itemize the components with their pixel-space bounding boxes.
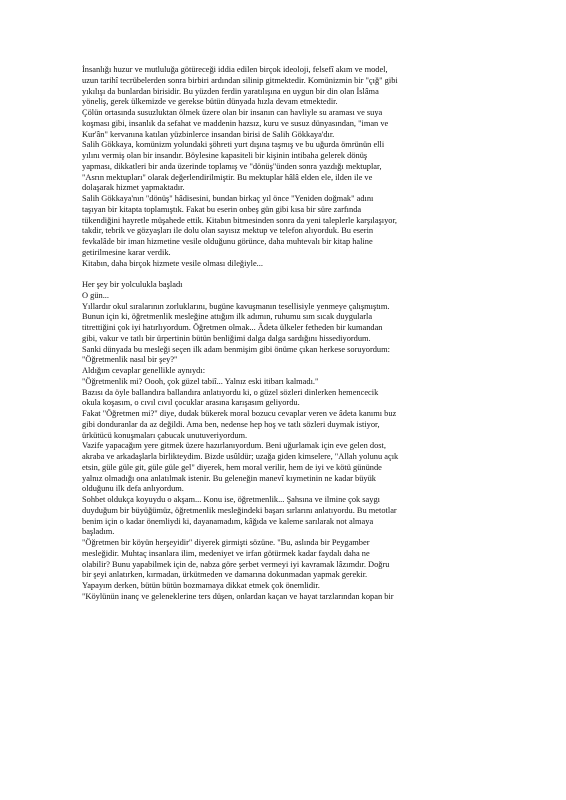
text-line: ürkütücü konuşmaları çabucak unutuveriyordum. (82, 430, 248, 440)
text-line: Salih Gökkaya, komünizm yolundaki şöhreti yurt dışına taşmış ve bu uğurda ömrünün elli (82, 140, 385, 150)
document-body (82, 65, 506, 603)
text-line: getirilmesine karar verdik. (82, 247, 171, 257)
text-line: O gün... (82, 290, 109, 300)
text-line: tükendiğini hayretle müşahede ettik. Kitabın bitmesinden sonra da yeni taleplerle karşılaşıyor, (82, 215, 398, 225)
text-line: koşması gibi, insanlık da sefahat ve maddenin hazsız, kuru ve susuz dünyasından, "iman ve (82, 118, 389, 128)
text-line: yalnız olmadığı ona anlatılmak istenir. Bu geleneğin manevî kıymetinin ne kadar büyük (82, 473, 376, 483)
preface-section (82, 65, 506, 269)
text-line: duyduğum bir büyüğümüz, öğretmenlik mesleğindeki başarı sırlarını anlatıyordu. Bu metotlar (82, 505, 397, 515)
text-line: fevkalâde bir iman hizmetine vesile olduğunu görünce, daha muhtevalı bir kitap haline (82, 237, 373, 246)
paragraph-gap (82, 269, 506, 280)
text-line: Sanki dünyada bu mesleği seçen ilk adam benmişim gibi önüme çıkan herkese soruyordum: (82, 344, 390, 354)
text-line: Fakat "Öğretmen mi?" diye, dudak bükerek moral bozucu cevaplar veren ve âdeta kanımı buz (82, 409, 397, 418)
text-line: titrettiğini çok iyi hatırlıyordum. Öğretmen olmak... Âdeta ülkeler fetheden bir kumandan (82, 323, 383, 332)
text-line: Bunun için ki, öğretmenlik mesleğine attığım ilk adımın, ruhumu sım sıcak duygularla (82, 312, 373, 322)
text-line: "Köylünün inanç ve geleneklerine ters düşen, onlardan kaçan ve hayat tarzlarından kopan bir (82, 591, 394, 601)
text-line: olduğunu ilk defa anlıyordum. (82, 484, 184, 494)
text-line: Aldığım cevaplar genellikle aynıydı: (82, 366, 206, 375)
text-line: İnsanlığı huzur ve mutluluğa götüreceği iddia edilen birçok ideoloji, felsefî akım ve model, (82, 65, 388, 74)
text-line: Her şey bir yolculukla başladı (82, 280, 183, 289)
text-line: Yıllardır okul sıralarının zorluklarını, bugüne kavuşmanın tesellisiyle yenmeye çalışmıştım. (82, 301, 390, 311)
chapter-section (82, 280, 506, 603)
text-line: akraba ve arkadaşlarla birlikteydim. Bizde usûldür; uzağa giden kimselere, "Allah yolunu açık (82, 452, 399, 461)
text-line: yılını vermiş olan bir insandır. Böylesine kapasiteli bir kişinin intibaha gelerek dönüş (82, 151, 368, 160)
text-line: Sohbet oldukça koyuydu o akşam... Konu ise, öğretmenlik... Şahsına ve ilmine çok saygı (82, 495, 380, 504)
text-line: "Öğretmenlik nasıl bir şey?" (82, 355, 178, 365)
text-line: Kur'ân" kervanına katılan yüzbinlerce insandan birisi de Salih Gökkaya'dır. (82, 129, 335, 139)
text-line: taşıyan bir kitapta toplamıştık. Fakat bu eserin onbeş gün gibi kısa bir süre zarfında (82, 204, 362, 214)
text-line: Çölün ortasında susuzluktan ölmek üzere olan bir insanın can havliyle su araması ve suya (82, 108, 383, 117)
text-line: mesleğidir. Muhtaç insanlara ilim, medeniyet ve irfan götürmek kadar faydalı daha ne (82, 548, 370, 558)
text-line: gibi, vakur ve tatlı bir ürpertinin bütün benliğimi dalga dalga sardığını hissediyordum. (82, 333, 371, 343)
text-line: Vazife yapacağım yere gitmek üzere hazırlanıyordum. Beni uğurlamak için eve gelen dost, (82, 441, 386, 451)
text-line: Yapayım derken, bütün bütün bozmamaya dikkat etmek çok önemlidir. (82, 581, 320, 590)
text-line: Bazısı da öyle ballandıra ballandıra anlatıyordu ki, o güzel sözleri dinlerken hemencecik (82, 387, 379, 397)
text-line: yöneliş, gerek ülkemizde ve gerekse bütün dünyada hızla devam etmektedir. (82, 97, 338, 107)
text-line: yapması, dikkatleri bir anda üzerinde toplamış ve "dönüş"ünden sonra yazdığı mektuplar, (82, 161, 382, 171)
text-line: yıkılışı da bunlardan birisidir. Bu yüzden ferdin yaratılışına en uygun bir din olan İslâma (82, 86, 379, 96)
text-line: benim için o kadar önemliydi ki, dayanamadım, kâğıda ve kaleme sarılarak not almaya (82, 516, 374, 526)
text-line: takdir, tebrik ve gözyaşları ile dolu olan sayısız mektup ve telefon alıyorduk. Bu eserin (82, 226, 374, 236)
text-line: olabilir? Bunu yapabilmek için de, nabza göre şerbet vermeyi iyi kavramak lâzımdır. Doğru (82, 559, 390, 569)
text-line: başladım. (82, 527, 115, 537)
text-line: okula koşasım, o cıvıl cıvıl çocuklar arasına karışasım geliyordu. (82, 398, 300, 408)
text-line: "Öğretmen bir köyün herşeyidir" diyerek girmişti sözüne. "Bu, aslında bir Peygamber (82, 538, 370, 547)
text-line: Salih Gökkaya'nın "dönüş" hâdisesini, bundan birkaç yıl önce "Yeniden doğmak" adını (82, 194, 374, 203)
text-line: uzun tarihî tecrübelerden sonra birbiri ardından silinip gitmektedir. Komünizmin bir "çığ" gibi (82, 75, 398, 85)
text-line: "Asrın mektupları" olarak değerlendirilmiştir. Bu mektuplar hâlâ elden ele, ilden ile ve (82, 172, 373, 182)
text-line: "Öğretmenlik mi? Oooh, çok güzel tabiî... Yalnız eski itibarı kalmadı." (82, 376, 319, 386)
text-line: etsin, güle güle git, güle güle gel" diyerek, hem moral verilir, hem de iyi ve kötü gününde (82, 462, 382, 472)
text-line: gibi donduranlar da az değildi. Ama ben, nedense hep hoş ve tatlı sözleri duymak istiyor, (82, 419, 380, 429)
text-line: Kitabın, daha birçok hizmete vesile olması dileğiyle... (82, 258, 263, 268)
text-line: dolaşarak hizmet yapmaktadır. (82, 183, 185, 193)
text-line: bir şeyi anlatırken, kırmadan, ürkütmeden ve damarına dokunmadan yapmak gerekir. (82, 570, 368, 580)
